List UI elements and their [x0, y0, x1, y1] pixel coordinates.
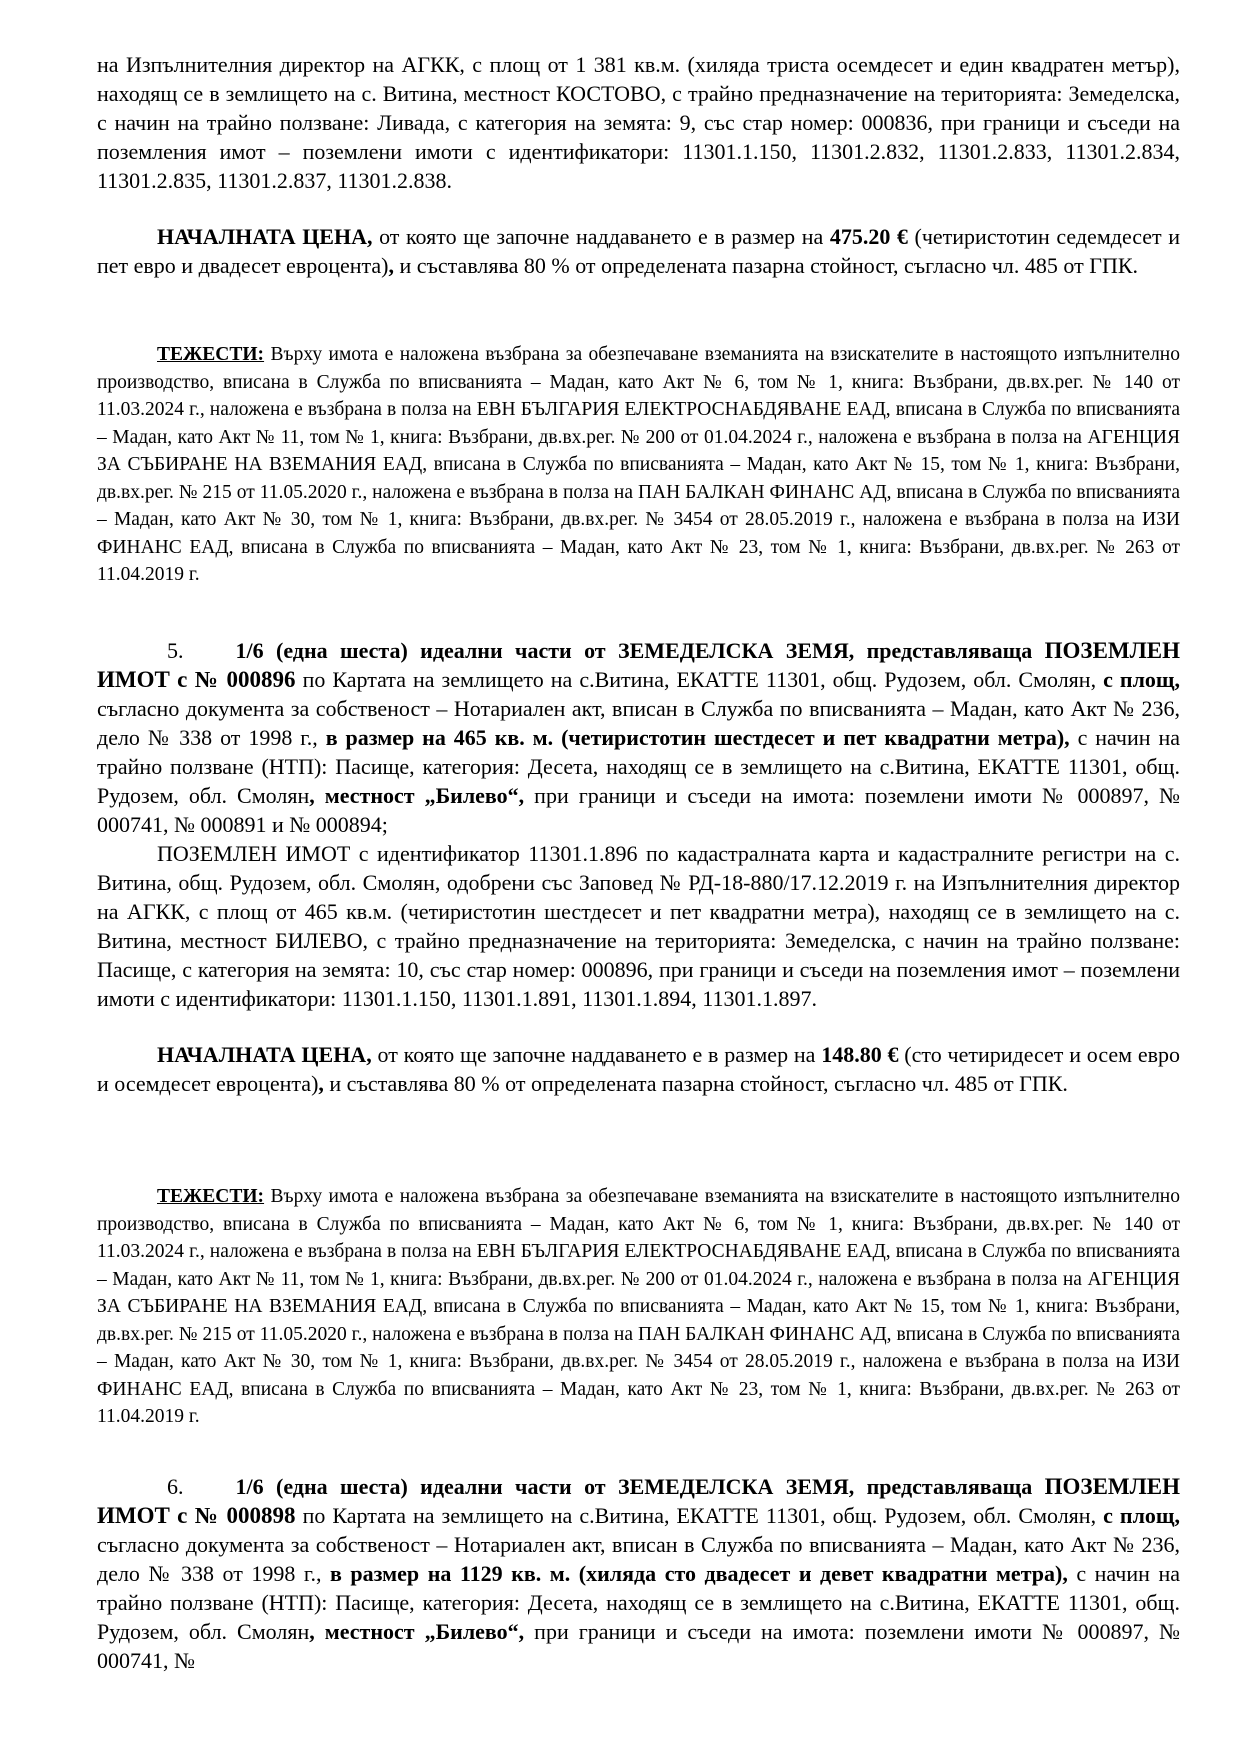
starting-price-comma: ,: [388, 253, 394, 278]
starting-price-amount: 148.80 €: [821, 1042, 899, 1067]
item-parcel-number: ПОЗЕМЛЕН ИМОТ с № 000898: [97, 1474, 1180, 1528]
item-area-size: в размер на 1129 кв. м. (хиляда сто двадесет и девет квадратни метра),: [330, 1561, 1068, 1586]
starting-price-comma: ,: [318, 1071, 324, 1096]
starting-price-text: от която ще започне наддаването е в размер на: [372, 224, 830, 249]
encumbrances-block: [97, 1183, 1180, 1431]
starting-price-words: (сто четиридесет и осем евро и осемдесет евроцента): [97, 1042, 1180, 1096]
item-text: съгласно документа за собственост – Нотариален акт, вписан в Служба по вписванията – Мадан, като Акт № 236, дело № 338 от 1998 г.,: [97, 696, 1180, 750]
item-comma: ,: [309, 783, 315, 808]
item-text: съгласно документа за собственост – Нотариален акт, вписан в Служба по вписванията – Мадан, като Акт № 236, дело № 338 от 1998 г.,: [97, 1532, 1180, 1586]
property-item-description: [97, 636, 1180, 839]
encumbrances-block: [97, 341, 1180, 589]
encumbrances-paragraph: [97, 1183, 1180, 1431]
item-number: 6.: [167, 1474, 184, 1499]
item-text: при граници и съседи на имота: поземлени имоти № 000897, № 000741, № 000891 и № 000894;: [97, 783, 1180, 837]
item-text: с начин на трайно ползване (НТП): Пасище, категория: Десета, находящ се в землището на с.Витина, ЕКАТТЕ 11301, общ. Рудозем, обл. Смолян: [97, 725, 1180, 808]
property-item-5: [97, 636, 1180, 1098]
encumbrances-label: ТЕЖЕСТИ:: [157, 344, 265, 365]
item-area-label: с площ,: [1103, 667, 1180, 692]
encumbrances-text: Върху имота е наложена възбрана за обезпечаване вземанията на взискателите в настоящото изпълнително производство, вписана в Служба по вписванията – Мадан, като Акт № 6, том № 1, книга: Възбрани, дв.вх.рег. № 140 от 11.03.2024 г., наложена е възбрана в полза на ЕВН БЪЛГАРИЯ ЕЛЕКТРОСНАБДЯВАНЕ ЕАД, вписана в Служба по вписванията – Мадан, като Акт № 11, том № 1, книга: Възбрани, дв.вх.рег. № 200 от 01.04.2024 г., наложена е възбрана в полза на АГЕНЦИЯ ЗА СЪБИРАНЕ НА ВЗЕМАНИЯ ЕАД, вписана в Служба по вписванията – Мадан, като Акт № 15, том № 1, книга: Възбрани, дв.вх.рег. № 215 от 11.05.2020 г., наложена е възбрана в полза на ПАН БАЛКАН ФИНАНС АД, вписана в Служба по вписванията – Мадан, като Акт № 30, том № 1, книга: Възбрани, дв.вх.рег. № 3454 от 28.05.2019 г., наложена е възбрана в полза на ИЗИ ФИНАНС ЕАД, вписана в Служба по вписванията – Мадан, като Акт № 23, том № 1, книга: Възбрани, дв.вх.рег. № 263 от 11.04.2019 г.: [97, 344, 1180, 585]
encumbrances-text: Върху имота е наложена възбрана за обезпечаване вземанията на взискателите в настоящото изпълнително производство, вписана в Служба по вписванията – Мадан, като Акт № 6, том № 1, книга: Възбрани, дв.вх.рег. № 140 от 11.03.2024 г., наложена е възбрана в полза на ЕВН БЪЛГАРИЯ ЕЛЕКТРОСНАБДЯВАНЕ ЕАД, вписана в Служба по вписванията – Мадан, като Акт № 11, том № 1, книга: Възбрани, дв.вх.рег. № 200 от 01.04.2024 г., наложена е възбрана в полза на АГЕНЦИЯ ЗА СЪБИРАНЕ НА ВЗЕМАНИЯ ЕАД, вписана в Служба по вписванията – Мадан, като Акт № 15, том № 1, книга: Възбрани, дв.вх.рег. № 215 от 11.05.2020 г., наложена е възбрана в полза на ПАН БАЛКАН ФИНАНС АД, вписана в Служба по вписванията – Мадан, като Акт № 30, том № 1, книга: Възбрани, дв.вх.рег. № 3454 от 28.05.2019 г., наложена е възбрана в полза на ИЗИ ФИНАНС ЕАД, вписана в Служба по вписванията – Мадан, като Акт № 23, том № 1, книга: Възбрани, дв.вх.рег. № 263 от 11.04.2019 г.: [97, 1186, 1180, 1427]
property-item-6: [97, 1472, 1180, 1675]
item-parcel-number: ПОЗЕМЛЕН ИМОТ с № 000896: [97, 638, 1180, 692]
encumbrances-paragraph: [97, 341, 1180, 589]
item-locality: местност „Билево“,: [314, 783, 525, 808]
property-continuation-paragraph: [97, 50, 1180, 280]
starting-price-tail: и съставлява 80 % от определената пазарна стойност, съгласно чл. 485 от ГПК.: [323, 1071, 1068, 1096]
paragraph-text: на Изпълнителния директор на АГКК, с площ от 1 381 кв.м. (хиляда триста осемдесет и един квадратен метър), находящ се в землището на с. Витина, местност КОСТОВО, с трайно предназначение на територията: Земеделска, с начин на трайно ползване: Ливада, с категория на земята: 9, със стар номер: 000836, при граници и съседи на поземления имот – поземлени имоти с идентификатори: 11301.1.150, 11301.2.832, 11301.2.833, 11301.2.834, 11301.2.835, 11301.2.837, 11301.2.838.: [97, 52, 1180, 193]
item-text: по Картата на землището на с.Витина, ЕКАТТЕ 11301, общ. Рудозем, обл. Смолян,: [295, 1503, 1104, 1528]
item-locality: местност „Билево“,: [314, 1619, 525, 1644]
starting-price-label: НАЧАЛНАТА ЦЕНА,: [157, 224, 373, 249]
item-area-label: с площ,: [1103, 1503, 1180, 1528]
starting-price-amount: 475.20 €: [829, 224, 908, 249]
starting-price-tail: и съставлява 80 % от определената пазарна стойност, съгласно чл. 485 от ГПК.: [394, 253, 1139, 278]
item-text: по Картата на землището на с.Витина, ЕКАТТЕ 11301, общ. Рудозем, обл. Смолян,: [295, 667, 1104, 692]
item-share-heading: 1/6 (една шеста) идеални части от ЗЕМЕДЕЛСКА ЗЕМЯ, представляваща: [235, 638, 1045, 663]
starting-price-paragraph: [97, 1040, 1180, 1098]
item-text: при граници и съседи на имота: поземлени имоти № 000897, № 000741, №: [97, 1619, 1180, 1673]
item-area-size: в размер на 465 кв. м. (четиристотин шестдесет и пет квадратни метра),: [325, 725, 1070, 750]
encumbrances-label: ТЕЖЕСТИ:: [157, 1186, 265, 1207]
starting-price-label: НАЧАЛНАТА ЦЕНА,: [157, 1042, 372, 1067]
cadastral-paragraph: ПОЗЕМЛЕН ИМОТ с идентификатор 11301.1.896 по кадастралната карта и кадастралните регистри на с. Витина, общ. Рудозем, обл. Смолян, одобрени със Заповед № РД-18-880/17.12.2019 г. на Изпълнителния директор на АГКК, с площ от 465 кв.м. (четиристотин шестдесет и пет квадратни метра), находящ се в землището на с. Витина, местност БИЛЕВО, с трайно предназначение на територията: Земеделска, с начин на трайно ползване: Пасище, с категория на земята: 10, със стар номер: 000896, при граници и съседи на поземления имот – поземлени имоти с идентификатори: 11301.1.150, 11301.1.891, 11301.1.894, 11301.1.897.: [97, 841, 1180, 1011]
item-text: с начин на трайно ползване (НТП): Пасище, категория: Десета, находящ се в землището на с.Витина, ЕКАТТЕ 11301, общ. Рудозем, обл. Смолян: [97, 1561, 1180, 1644]
item-share-heading: 1/6 (една шеста) идеални части от ЗЕМЕДЕЛСКА ЗЕМЯ, представляваща: [235, 1474, 1045, 1499]
starting-price-text: от която ще започне наддаването е в размер на: [371, 1042, 822, 1067]
item-comma: ,: [309, 1619, 315, 1644]
item-number: 5.: [167, 638, 184, 663]
property-item-description: [97, 1472, 1180, 1675]
starting-price-paragraph: [97, 222, 1180, 280]
starting-price-words: (четиристотин седемдесет и пет евро и двадесет евроцента): [97, 224, 1181, 278]
